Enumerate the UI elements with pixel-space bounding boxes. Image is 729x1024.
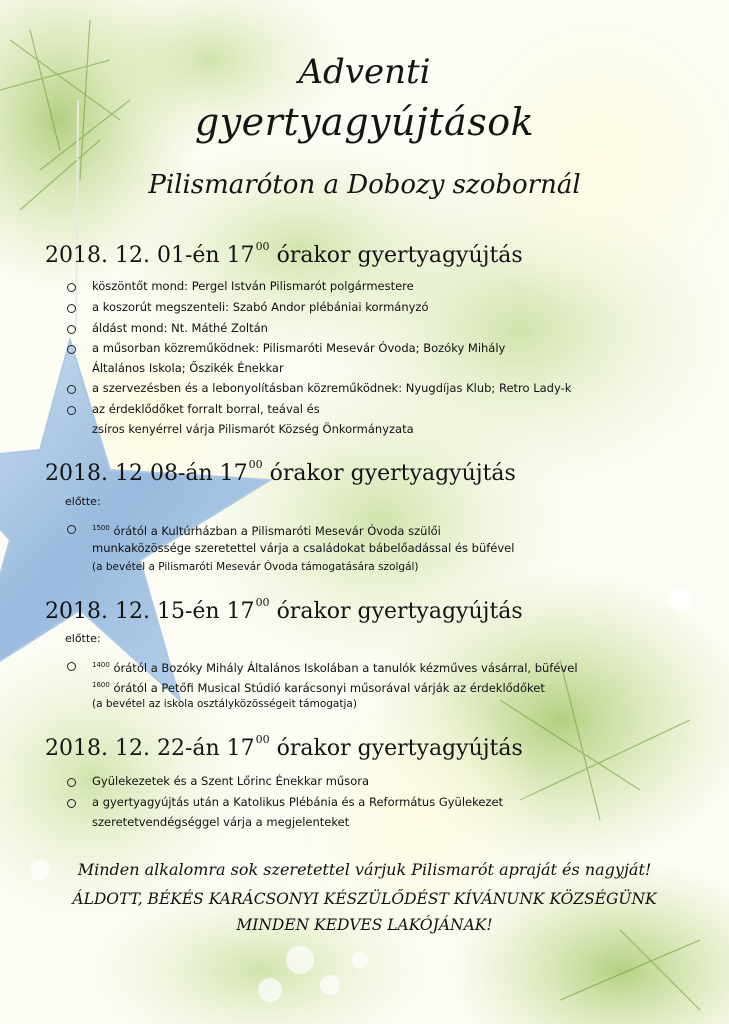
event-1-heading: 2018. 12. 01-én $17^{00}$ órakor gyertyagyújtás	[45, 240, 523, 268]
list-item-continuation: $^{1600}$ órától a Petőfi Musical Stúdió karácsonyi műsorával várják az érdeklődőket	[92, 680, 545, 695]
list-item-continuation: zsíros kenyérrel várja Pilismarót Község Önkormányzata	[92, 422, 414, 436]
list-item: áldást mond: Nt. Máthé Zoltán	[92, 321, 268, 335]
list-item-continuation: Általános Iskola; Őszikék Énekkar	[92, 361, 284, 375]
bullet-icon	[67, 525, 76, 534]
list-item: a gyertyagyújtás után a Katolikus Plébánia és a Református Gyülekezet	[92, 795, 504, 809]
event-3-heading: 2018. 12. 15-én $17^{00}$ órakor gyertyagyújtás	[45, 596, 523, 624]
list-item: az érdeklődőket forralt borral, teával és	[92, 402, 320, 416]
note: (a bevétel az iskola osztályközösségeit támogatja)	[92, 698, 357, 710]
title-line-1: Adventi	[298, 52, 431, 92]
bullet-icon	[67, 325, 76, 334]
title-line-2: gyertyagyújtások	[194, 100, 535, 144]
bullet-icon	[67, 283, 76, 292]
before-label: előtte:	[65, 495, 101, 508]
bullet-icon	[67, 385, 76, 394]
list-item-continuation: szeretetvendégséggel várja a megjelenteket	[92, 815, 350, 829]
bullet-icon	[67, 406, 76, 415]
list-item: köszöntőt mond: Pergel István Pilismarót polgármestere	[92, 279, 414, 293]
list-item: $^{1400}$ órától a Bozóky Mihály Általános Iskolában a tanulók kézműves vásárral, büfével	[92, 660, 578, 675]
closing-wish-line-2: MINDEN KEDVES LAKÓJÁNAK!	[236, 916, 493, 934]
closing-wish-line-1: ÁLDOTT, BÉKÉS KARÁCSONYI KÉSZÜLŐDÉST KÍVÁNUNK KÖZSÉGÜNK	[72, 890, 657, 908]
list-item: Gyülekezetek és a Szent Lőrinc Énekkar műsora	[92, 774, 370, 788]
event-2-heading: 2018. 12 08-án $17^{00}$ órakor gyertyagyújtás	[45, 458, 516, 486]
bullet-icon	[67, 345, 76, 354]
bullet-icon	[67, 304, 76, 313]
note: (a bevétel a Pilismaróti Mesevár Óvoda támogatására szolgál)	[92, 561, 419, 573]
bullet-icon	[67, 799, 76, 808]
list-item: $^{1500}$ órától a Kultúrházban a Pilismaróti Mesevár Óvoda szülői	[92, 523, 441, 538]
list-item: a koszorút megszenteli: Szabó Andor plébániai kormányzó	[92, 300, 429, 314]
closing-invitation: Minden alkalomra sok szeretettel várjuk Pilismarót apraját és nagyját!	[77, 860, 652, 879]
list-item: a szervezésben és a lebonyolításban közreműködnek: Nyugdíjas Klub; Retro Lady-k	[92, 381, 572, 395]
event-4-heading: 2018. 12. 22-án $17^{00}$ órakor gyertyagyújtás	[45, 733, 523, 761]
bullet-icon	[67, 662, 76, 671]
before-label: előtte:	[65, 632, 101, 645]
bullet-icon	[67, 778, 76, 787]
list-item: a műsorban közreműködnek: Pilismaróti Mesevár Óvoda; Bozóky Mihály	[92, 341, 506, 355]
list-item-continuation: munkaközössége szeretettel várja a családokat bábelőadással és büfével	[92, 541, 515, 555]
subtitle: Pilismaróton a Dobozy szobornál	[148, 170, 581, 200]
